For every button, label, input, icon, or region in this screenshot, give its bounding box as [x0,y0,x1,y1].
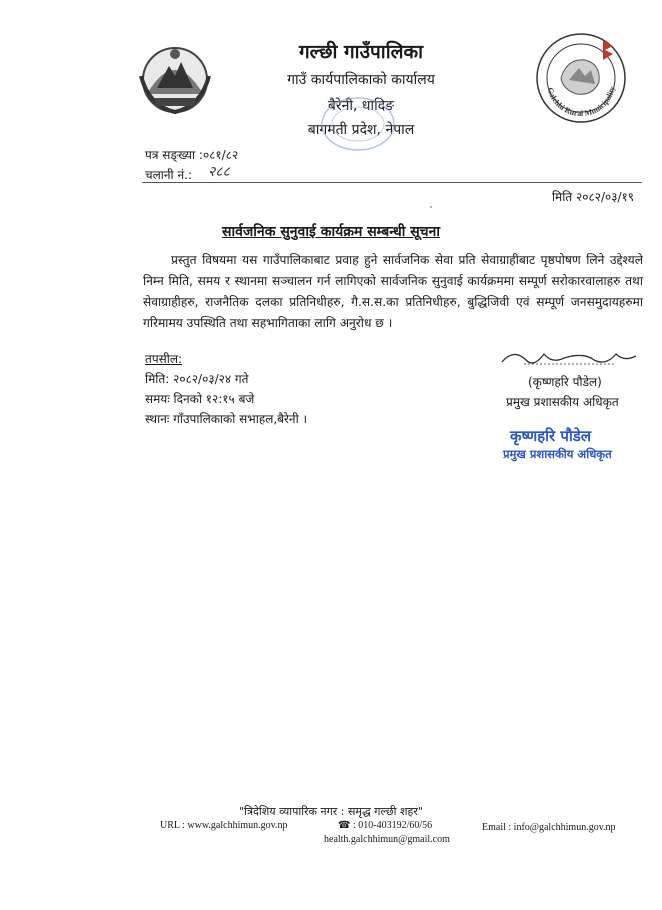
notice-subject: सार्वजनिक सुनुवाई कार्यक्रम सम्बन्धी सूचना [222,224,440,240]
letter-number: पत्र सङ्ख्या :०८१/८२ [145,148,239,162]
footer-slogan: "त्रिदेशिय व्यापारिक नगर : समृद्ध गल्छी शहर" [239,805,423,818]
footer-phone: ☎ : 010-403192/60/56 [338,820,433,831]
details-heading: तपसील: [145,352,183,366]
right-emblem-caption: Galchhi Rural Municipality [545,85,617,119]
event-date: मिति: २०८२/०३/२४ गते [145,372,249,386]
signatory-name: (कृष्णहरि पौडेल) [528,375,602,389]
galchhi-municipality-logo-icon [533,30,629,126]
signatory-title: प्रमुख प्रशासकीय अधिकृत [506,395,619,409]
event-venue: स्थानः गाँउपालिकाको सभाहल,बैरेनी । [145,412,308,426]
dispatch-label: चलानी नं.: [145,168,192,182]
dispatch-number: २८८ [208,164,230,180]
footer-url: URL : www.galchhimun.gov.np [160,820,288,831]
event-time: समयः दिनको १२:१५ बजे [145,392,255,406]
footer-email: Email : info@galchhimun.gov.np [482,822,616,833]
stamp-name: कृष्णहरि पौडेल [510,427,592,445]
province-line: बागमती प्रदेश, नेपाल [307,122,415,138]
header-divider [142,182,642,183]
footer-health-email: health.galchhimun@gmail.com [324,834,450,845]
address-line: बैरेनी, धादिङ [327,98,395,114]
office-stamp-icon [318,92,398,156]
stamp-title: प्रमुख प्रशासकीय अधिकृत [503,447,612,461]
speck [430,206,432,208]
notice-body: प्रस्तुत विषयमा यस गाउँपालिकाबाट प्रवाह हुने सार्वजनिक सेवा प्रति सेवाग्राहीबाट पृष्ठपोषण लिने उद्देश्यले निम्न मिति, समय र स्थानमा सञ्चालन गर्न लागिएको सार्वजनिक सुनुवाई कार्यक्रममा सम्पूर्ण सरोकारवालाहरु तथा सेवाग्राहीहरु, राजनैतिक दलका प्रतिनिधीहरु, गै.स.स.का प्रतिनिधीहरु, बुद्धिजिवी एवं सम्पूर्ण जनसमुदायहरुमा गरिमामय उपस्थिति तथा सहभागिताका लागि अनुरोध छ । [143,253,643,330]
office-name: गाउँ कार्यपालिकाको कार्यालय [287,72,435,88]
signature-scribble-icon [494,346,644,376]
municipality-title: गल्छी गाउँपालिका [298,41,424,63]
letter-date: मिति २०८२/०३/१९ [551,190,634,204]
